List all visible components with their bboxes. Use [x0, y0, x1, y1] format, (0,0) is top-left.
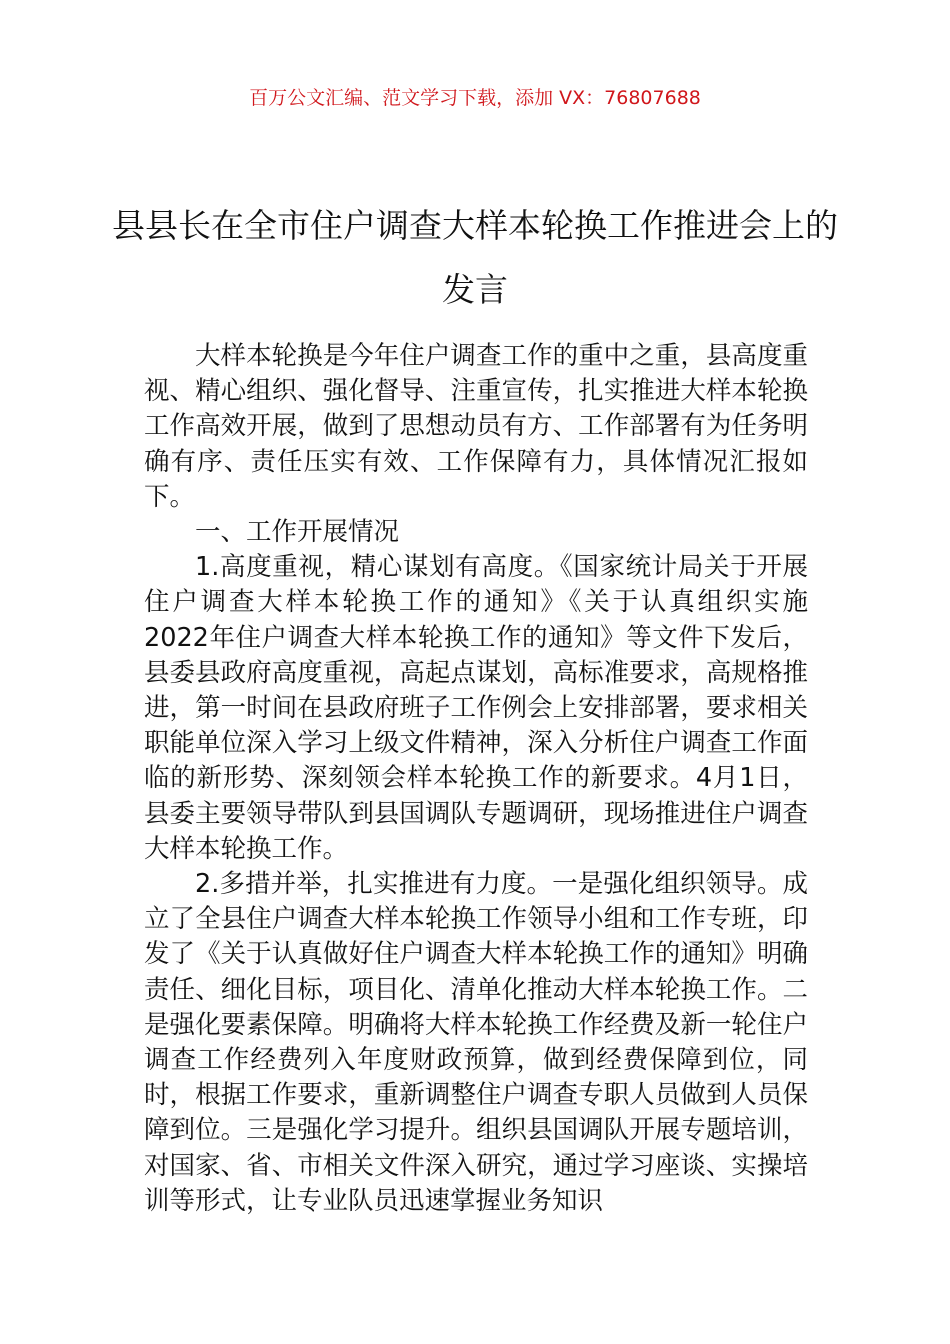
watermark-text: 百万公文汇编、范文学习下载，添加 VX：76807688	[249, 87, 701, 109]
paragraph-point-1: 1.高度重视，精心谋划有高度。《国家统计局关于开展住户调查大样本轮换工作的通知》《关于认真组织实施2022年住户调查大样本轮换工作的通知》等文件下发后，县委县政府高度重视，高起点谋划，高标准要求，高规格推进，第一时间在县政府班子工作例会上安排部署，要求相关职能单位深入学习上级文件精神，深入分析住户调查工作面临的新形势、深刻领会样本轮换工作的新要求。4月1日，县委主要领导带队到县国调队专题调研，现场推进住户调查大样本轮换工作。	[144, 552, 808, 864]
document-title: 县县长在全市住户调查大样本轮换工作推进会上的发言	[112, 206, 838, 310]
document-body	[144, 339, 808, 1219]
section-heading: 一、工作开展情况	[195, 517, 400, 548]
paragraph-point-2: 2.多措并举，扎实推进有力度。一是强化组织领导。成立了全县住户调查大样本轮换工作领导小组和工作专班，印发了《关于认真做好住户调查大样本轮换工作的通知》明确责任、细化目标，项目化、清单化推动大样本轮换工作。二是强化要素保障。明确将大样本轮换工作经费及新一轮住户调查工作经费列入年度财政预算，做到经费保障到位，同时，根据工作要求，重新调整住户调查专职人员做到人员保障到位。三是强化学习提升。组织县国调队开展专题培训，对国家、省、市相关文件深入研究，通过学习座谈、实操培训等形式，让专业队员迅速掌握业务知识	[144, 869, 808, 1216]
paragraph-intro: 大样本轮换是今年住户调查工作的重中之重，县高度重视、精心组织、强化督导、注重宣传，扎实推进大样本轮换工作高效开展，做到了思想动员有方、工作部署有为任务明确有序、责任压实有效、工作保障有力，具体情况汇报如下。	[144, 341, 808, 512]
